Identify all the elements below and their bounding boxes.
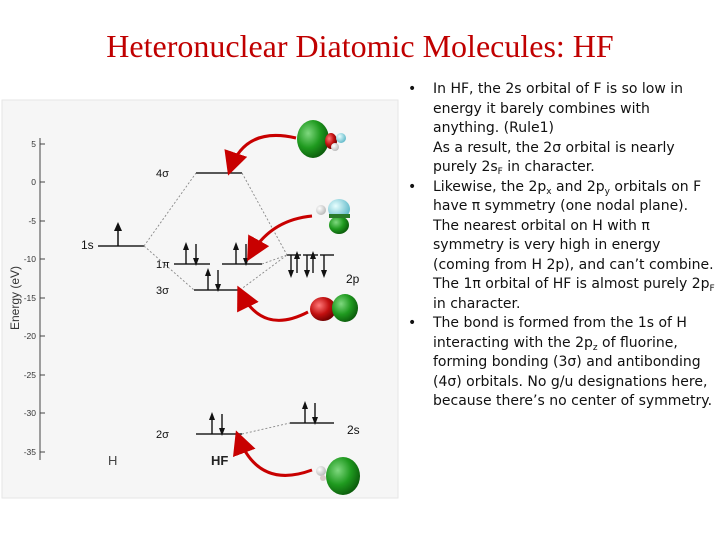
- f-2p-label: 2p: [346, 272, 360, 286]
- bullet-dot: •: [408, 81, 417, 97]
- mo-2sigma-label: 2σ: [156, 429, 169, 441]
- tick-label: -35: [23, 447, 36, 457]
- mo-4sigma-label: 4σ: [156, 168, 169, 180]
- bullet-pi-symmetry: [406, 178, 718, 315]
- bullet-bond-formation: [406, 314, 718, 412]
- mo-3sigma-label: 3σ: [156, 285, 169, 297]
- mo-1pi-label: 1π: [156, 259, 170, 271]
- tick-label: 0: [31, 177, 36, 187]
- bullet-dot: •: [408, 315, 417, 331]
- bullet-1-text: In HF, the 2s orbital of F is so low in energy it barely combines with anything. (Rule1): [433, 81, 684, 136]
- y-axis-label: Energy (eV): [8, 265, 22, 331]
- f-2s-label: 2s: [347, 423, 360, 437]
- bullet-list: [406, 80, 718, 412]
- tick-label: -30: [23, 408, 36, 418]
- bullet-dot: •: [408, 178, 417, 195]
- tick-label: -10: [23, 254, 36, 264]
- slide-title: Heteronuclear Diatomic Molecules: HF: [106, 28, 614, 64]
- bullet-2-text: Likewise, the $2p_x$ and $2p_y$ orbitals on F have π symmetry (one nodal plane). The nearest orbital on H with π symmetry is very high in energy (coming from H 2p), and can’t combine. The 1π orbital of HF is almost purely $2p_F$ in character.: [433, 178, 715, 312]
- tick-label: -25: [23, 370, 36, 380]
- tick-label: 5: [31, 139, 36, 149]
- bullet-rule1: [406, 80, 718, 178]
- tick-label: -20: [23, 331, 36, 341]
- bullet-1-continuation: As a result, the 2σ orbital is nearly purely $2s_F$ in character.: [433, 139, 675, 177]
- mo-energy-diagram: [0, 98, 400, 500]
- bullet-3-text: The bond is formed from the 1s of H interacting with the $2p_z$ of fluorine, forming bonding (3σ) and antibonding (4σ) orbitals. No g/u designations here, because there’s no center of symmetry.: [433, 315, 713, 409]
- tick-label: -5: [28, 216, 36, 226]
- h-atom-label: H: [108, 453, 118, 468]
- hf-molecule-label: HF: [211, 453, 229, 468]
- tick-label: -15: [23, 293, 36, 303]
- h-1s-label: 1s: [81, 238, 94, 252]
